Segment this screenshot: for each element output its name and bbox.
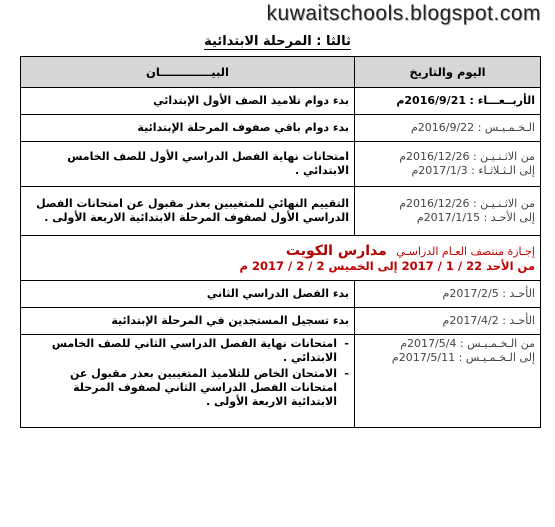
row-description: بدء تسجيل المستجدين في المرحلة الإبتدائية xyxy=(21,308,355,335)
date-range-from: من الاثـنـيـن : 2016/12/26م xyxy=(399,150,535,163)
row-description: بدء الفصل الدراسي الثاني xyxy=(21,281,355,308)
schedule-table xyxy=(20,56,541,428)
day-label: الأحـد : xyxy=(502,314,535,327)
holiday-row xyxy=(21,236,541,281)
day-label: الأربــعـــاء : xyxy=(469,94,535,107)
date-range-from: من الـخـمـيـس : 2017/5/4م xyxy=(400,337,535,350)
table-header-row xyxy=(21,57,541,88)
header-date: اليوم والتاريخ xyxy=(355,57,541,88)
table-row xyxy=(21,308,541,335)
row-date xyxy=(355,335,541,428)
table-row xyxy=(21,115,541,142)
description-line: الدراسي الأول لصفوف المرحلة الابتدائية الاربعة الأولى . xyxy=(44,211,349,224)
row-date xyxy=(355,308,541,335)
date-value: 2016/9/22م xyxy=(410,121,475,134)
row-description xyxy=(21,187,355,236)
row-description: بدء دوام تلاميذ الصف الأول الإبتدائي xyxy=(21,88,355,115)
day-label: الأحـد : xyxy=(502,287,535,300)
date-value: 2017/4/2م xyxy=(442,314,499,327)
day-label: الـخـمـيـس : xyxy=(477,121,535,134)
holiday-title: إجـازة منتصف العـام الدراسـي xyxy=(396,244,535,258)
holiday-cell xyxy=(21,236,541,281)
date-range-to: إلى الـخـمـيـس : 2017/5/11م xyxy=(391,351,535,364)
row-date xyxy=(355,142,541,187)
blog-watermark: kuwaitschools.blogspot.com xyxy=(266,2,541,25)
row-date xyxy=(355,187,541,236)
header-description: البيـــــــــــــان xyxy=(21,57,355,88)
row-date xyxy=(355,115,541,142)
holiday-logo-text: مدارس الكويت xyxy=(285,242,387,259)
row-description: بدء دوام باقي صفوف المرحلة الإبتدائية xyxy=(21,115,355,142)
date-value: 2016/9/21م xyxy=(396,94,467,107)
date-range-to: إلى الأحـد : 2017/1/15م xyxy=(416,211,535,224)
row-date xyxy=(355,281,541,308)
description-line: امتحانات نهاية الفصل الدراسي الأول للصف الخامس xyxy=(67,150,349,163)
list-item: - امتحانات نهاية الفصل الدراسي الثاني للصف الخامس الابتدائي . xyxy=(26,337,337,365)
section-title xyxy=(0,34,555,49)
section-title-text: ثالثا : المرحلة الابتدائية xyxy=(204,34,351,49)
description-line: الابتدائي . xyxy=(295,164,349,177)
table-row xyxy=(21,281,541,308)
row-date xyxy=(355,88,541,115)
row-description xyxy=(21,142,355,187)
table-row xyxy=(21,88,541,115)
list-item: - الامتحان الخاص للتلاميذ المتغيبين بعذر مقبول عن امتحانات الفصل الدراسي الثاني لصفوف المرحلة الابتدائية الاربعة الأولى . xyxy=(26,367,337,409)
table-row xyxy=(21,187,541,236)
table-row xyxy=(21,335,541,428)
description-line: التقييم النهائي للمتغيبين بعذر مقبول عن امتحانات الفصل xyxy=(36,197,349,210)
date-value: 2017/2/5م xyxy=(442,287,499,300)
date-range-to: إلى الـثـلاثـاء : 2017/1/3م xyxy=(411,164,535,177)
holiday-dates: من الأحد 22 / 1 / 2017 إلى الخميس 2 / 2 / 2017 م xyxy=(239,258,535,273)
date-range-from: من الاثـنـيـن : 2016/12/26م xyxy=(399,197,535,210)
description-list xyxy=(26,337,349,409)
row-description xyxy=(21,335,355,428)
table-row xyxy=(21,142,541,187)
